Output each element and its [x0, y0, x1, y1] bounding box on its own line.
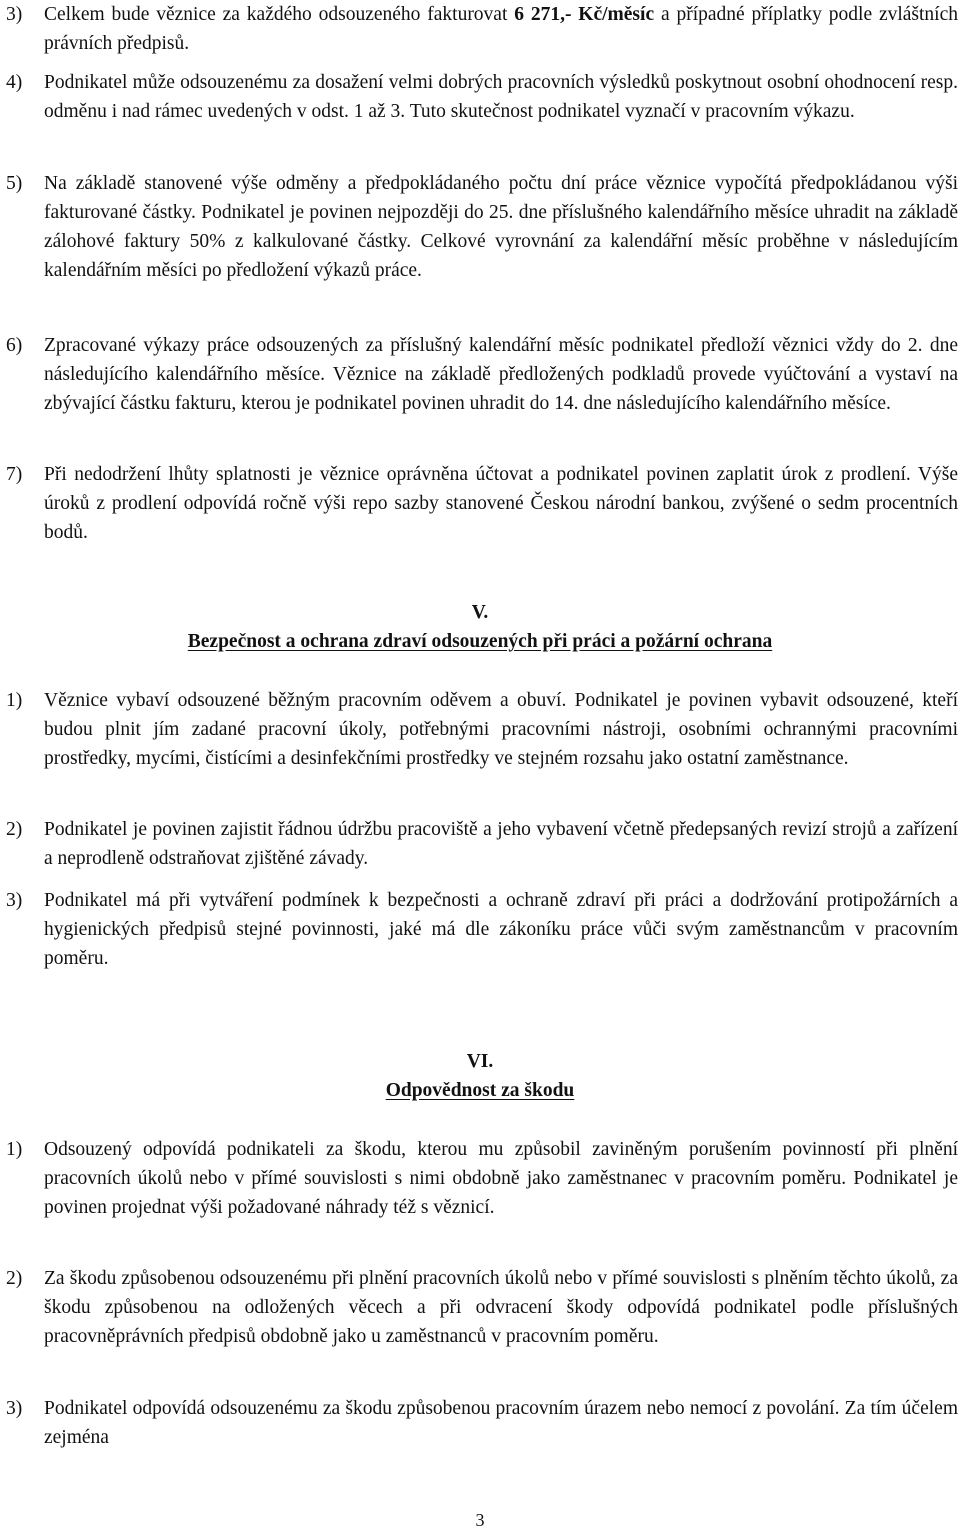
paragraph-text: Podnikatel má při vytváření podmínek k bezpečnosti a ochraně zdraví při práci a dodržování protipožárních a hygienických předpisů stejné povinnosti, jaké má dle zákoníku práce vůči svým zaměstnancům v pracovním poměru. [44, 890, 958, 969]
monthly-amount: 6 271,- Kč/měsíc [514, 4, 655, 25]
paragraph-text: Odsouzený odpovídá podnikateli za škodu, kterou mu způsobil zaviněným porušením povinností při plnění pracovních úkolů nebo v přímé souvislosti s nimi obdobně jako zaměstnanec v pracovním poměru. Podnikatel je povinen projednat výši požadované náhrady též s věznicí. [44, 1139, 958, 1218]
paragraph-text: Podnikatel odpovídá odsouzenému za škodu způsobenou pracovním úrazem nebo nemocí z povolání. Za tím účelem zejména [44, 1398, 958, 1448]
section-numeral-v: V. [471, 602, 489, 623]
paragraph-4-4 [6, 68, 958, 126]
paragraph-number: 2) [6, 1268, 23, 1289]
paragraph-6-3 [6, 1394, 958, 1452]
paragraph-text: Podnikatel je povinen zajistit řádnou údržbu pracoviště a jeho vybavení včetně předepsaných revizí strojů a zařízení a neprodleně odstraňovat zjištěné závady. [44, 819, 958, 869]
paragraph-number: 1) [6, 1139, 23, 1160]
page-number: 3 [475, 1510, 485, 1530]
paragraph-text: Za škodu způsobenou odsouzenému při plnění pracovních úkolů nebo v přímé souvislosti s plněním těchto úkolů, za škodu způsobenou na odložených věcech a při odvracení škody odpovídá podnikatel podle příslušných pracovněprávních předpisů obdobně jako u zaměstnanců v pracovním poměru. [44, 1268, 958, 1347]
paragraph-number: 7) [6, 464, 23, 485]
section-title-v: Bezpečnost a ochrana zdraví odsouzených při práci a požární ochrana [187, 631, 773, 652]
paragraph-4-7 [6, 460, 958, 547]
paragraph-number: 3) [6, 890, 23, 911]
paragraph-text: Věznice vybaví odsouzené běžným pracovním oděvem a obuví. Podnikatel je povinen vybavit odsouzené, kteří budou plnit jím zadané pracovní úkoly, potřebnými pracovními nástroji, osobními ochrannými pracovními prostředky, mycími, čistícími a desinfekčními prostředky ve stejném rozsahu jako ostatní zaměstnance. [44, 690, 958, 769]
paragraph-number: 1) [6, 690, 23, 711]
paragraph-number: 3) [6, 1398, 23, 1419]
section-numeral-vi: VI. [466, 1051, 494, 1072]
paragraph-text: Podnikatel může odsouzenému za dosažení velmi dobrých pracovních výsledků poskytnout osobní ohodnocení resp. odměnu i nad rámec uvedených v odst. 1 až 3. Tuto skutečnost podnikatel vyznačí v pracovním výkazu. [44, 72, 958, 122]
paragraph-text: Na základě stanovené výše odměny a předpokládaného počtu dní práce věznice vypočítá předpokládanou výši fakturované částky. Podnikatel je povinen nejpozději do 25. dne příslušného kalendářního měsíce uhradit na základě zálohové faktury 50% z kalkulované částky. Celkové vyrovnání za kalendářní měsíc proběhne v následujícím kalendářním měsíci po předložení výkazů práce. [44, 173, 958, 281]
paragraph-number: 6) [6, 335, 23, 356]
paragraph-text: Při nedodržení lhůty splatnosti je věznice oprávněna účtovat a podnikatel povinen zaplatit úrok z prodlení. Výše úroků z prodlení odpovídá ročně výši repo sazby stanovené Českou národní bankou, zvýšené o sedm procentních bodů. [44, 464, 958, 543]
paragraph-4-3 [6, 0, 958, 58]
section-title-vi: Odpovědnost za škodu [385, 1080, 575, 1101]
paragraph-5-2 [6, 815, 958, 873]
paragraph-number: 4) [6, 72, 23, 93]
paragraph-text: Zpracované výkazy práce odsouzených za příslušný kalendářní měsíc podnikatel předloží věznici vždy do 2. dne následujícího kalendářního měsíce. Věznice na základě předložených podkladů provede vyúčtování a vystaví na zbývající částku fakturu, kterou je podnikatel povinen uhradit do 14. dne následujícího kalendářního měsíce. [44, 335, 958, 414]
paragraph-text: Celkem bude věznice za každého odsouzeného fakturovat 6 271,- Kč/měsíc a případné příplatky podle zvláštních právních předpisů. [44, 4, 958, 54]
paragraph-5-3 [6, 886, 958, 973]
paragraph-6-2 [6, 1264, 958, 1351]
paragraph-4-5 [6, 169, 958, 285]
paragraph-5-1 [6, 686, 958, 773]
paragraph-number: 2) [6, 819, 23, 840]
paragraph-4-6 [6, 331, 958, 418]
paragraph-6-1 [6, 1135, 958, 1222]
paragraph-number: 5) [6, 173, 23, 194]
paragraph-number: 3) [6, 4, 23, 25]
